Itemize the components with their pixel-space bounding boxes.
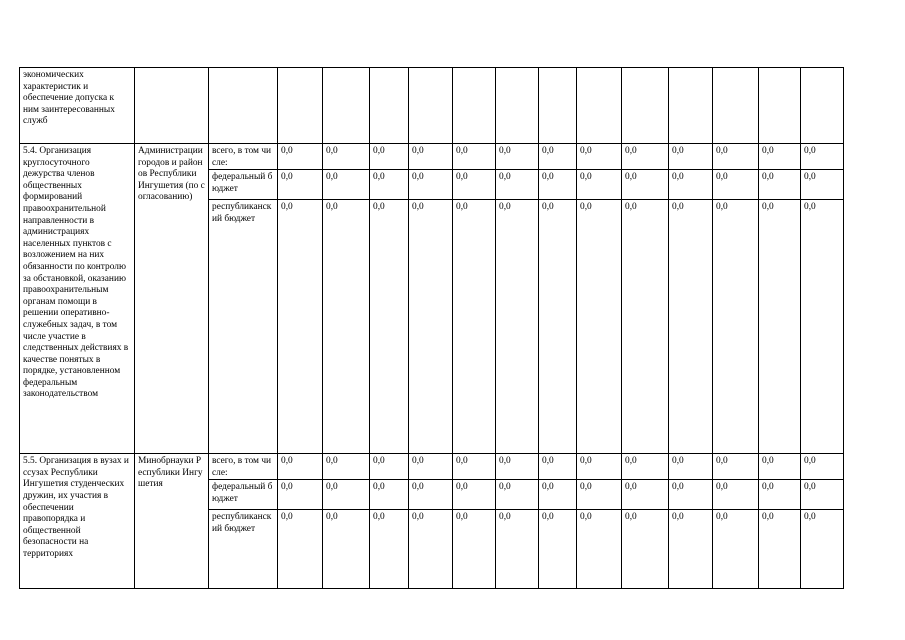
funding-source-cell: федеральный бюджет [209,170,278,200]
value-cell: 0,0 [409,200,453,454]
measure-description-cell: 5.5. Организация в вузах и ссузах Республики Ингушетия студенческих дружин, их участия в обеспечении правопорядка и общественной безопасности на территориях [20,454,135,589]
value-cell: 0,0 [759,454,801,480]
value-cell: 0,0 [577,454,622,480]
value-cell: 0,0 [409,510,453,589]
value-cell: 0,0 [453,510,496,589]
value-cell [278,68,323,144]
value-cell: 0,0 [323,480,370,510]
value-cell [669,68,713,144]
value-cell: 0,0 [370,454,409,480]
value-cell: 0,0 [759,170,801,200]
value-cell: 0,0 [539,454,577,480]
value-cell [539,68,577,144]
value-cell: 0,0 [323,454,370,480]
value-cell: 0,0 [496,200,539,454]
value-cell: 0,0 [539,200,577,454]
value-cell [713,68,759,144]
value-cell: 0,0 [577,200,622,454]
funding-source-cell [209,68,278,144]
executor-cell: Минобрнауки Республики Ингушетия [135,454,209,589]
value-cell: 0,0 [759,510,801,589]
value-cell: 0,0 [278,454,323,480]
value-cell: 0,0 [370,200,409,454]
value-cell: 0,0 [577,144,622,170]
value-cell [496,68,539,144]
value-cell: 0,0 [409,454,453,480]
value-cell: 0,0 [669,200,713,454]
value-cell: 0,0 [713,144,759,170]
value-cell: 0,0 [577,510,622,589]
value-cell [577,68,622,144]
value-cell: 0,0 [370,170,409,200]
value-cell: 0,0 [713,480,759,510]
value-cell: 0,0 [669,454,713,480]
value-cell: 0,0 [669,480,713,510]
budget-table [19,67,844,589]
funding-source-cell: республиканский бюджет [209,510,278,589]
value-cell: 0,0 [278,144,323,170]
table-row [20,454,844,480]
value-cell [622,68,669,144]
value-cell: 0,0 [453,200,496,454]
value-cell: 0,0 [713,454,759,480]
value-cell: 0,0 [801,200,844,454]
value-cell: 0,0 [801,480,844,510]
funding-source-cell: всего, в том числе: [209,454,278,480]
value-cell: 0,0 [801,144,844,170]
value-cell: 0,0 [801,454,844,480]
value-cell: 0,0 [278,200,323,454]
measure-description-cell: экономических характеристик и обеспечение допуска к ним заинтересованных служб [20,68,135,144]
value-cell: 0,0 [370,510,409,589]
value-cell [759,68,801,144]
value-cell: 0,0 [409,480,453,510]
value-cell: 0,0 [278,170,323,200]
value-cell: 0,0 [759,200,801,454]
value-cell: 0,0 [409,170,453,200]
value-cell: 0,0 [496,144,539,170]
value-cell [801,68,844,144]
value-cell: 0,0 [669,144,713,170]
funding-source-cell: всего, в том числе: [209,144,278,170]
funding-source-cell: федеральный бюджет [209,480,278,510]
value-cell: 0,0 [323,170,370,200]
value-cell: 0,0 [539,144,577,170]
value-cell: 0,0 [278,510,323,589]
value-cell: 0,0 [496,510,539,589]
value-cell: 0,0 [323,144,370,170]
value-cell: 0,0 [622,144,669,170]
value-cell: 0,0 [496,480,539,510]
value-cell: 0,0 [453,170,496,200]
value-cell: 0,0 [669,170,713,200]
value-cell: 0,0 [669,510,713,589]
value-cell: 0,0 [622,510,669,589]
value-cell: 0,0 [539,510,577,589]
value-cell [323,68,370,144]
value-cell: 0,0 [409,144,453,170]
value-cell: 0,0 [539,170,577,200]
funding-source-cell: республиканский бюджет [209,200,278,454]
value-cell: 0,0 [713,200,759,454]
value-cell: 0,0 [539,480,577,510]
value-cell: 0,0 [453,144,496,170]
value-cell: 0,0 [453,480,496,510]
value-cell: 0,0 [759,480,801,510]
value-cell [409,68,453,144]
value-cell: 0,0 [801,170,844,200]
value-cell: 0,0 [496,454,539,480]
measure-description-cell: 5.4. Организация круглосуточного дежурства членов общественных формирований правоохранительной направленности в администрациях населенных пунктов с возложением на них обязанности по контролю за обстановкой, оказанию правоохранительным органам помощи в решении оперативно-служебных задач, в том числе участие в следственных действиях в качестве понятых в порядке, установленном федеральным законодательством [20,144,135,454]
value-cell: 0,0 [713,170,759,200]
executor-cell: Администрации городов и районов Республики Ингушетия (по согласованию) [135,144,209,454]
value-cell: 0,0 [370,144,409,170]
executor-cell [135,68,209,144]
value-cell: 0,0 [323,510,370,589]
value-cell: 0,0 [713,510,759,589]
value-cell: 0,0 [801,510,844,589]
value-cell: 0,0 [577,480,622,510]
value-cell [453,68,496,144]
value-cell [370,68,409,144]
value-cell: 0,0 [323,200,370,454]
value-cell: 0,0 [622,170,669,200]
value-cell: 0,0 [278,480,323,510]
value-cell: 0,0 [622,200,669,454]
value-cell: 0,0 [759,144,801,170]
value-cell: 0,0 [370,480,409,510]
value-cell: 0,0 [622,454,669,480]
table-row [20,144,844,170]
value-cell: 0,0 [622,480,669,510]
value-cell: 0,0 [496,170,539,200]
value-cell: 0,0 [453,454,496,480]
table-row [20,68,844,144]
value-cell: 0,0 [577,170,622,200]
